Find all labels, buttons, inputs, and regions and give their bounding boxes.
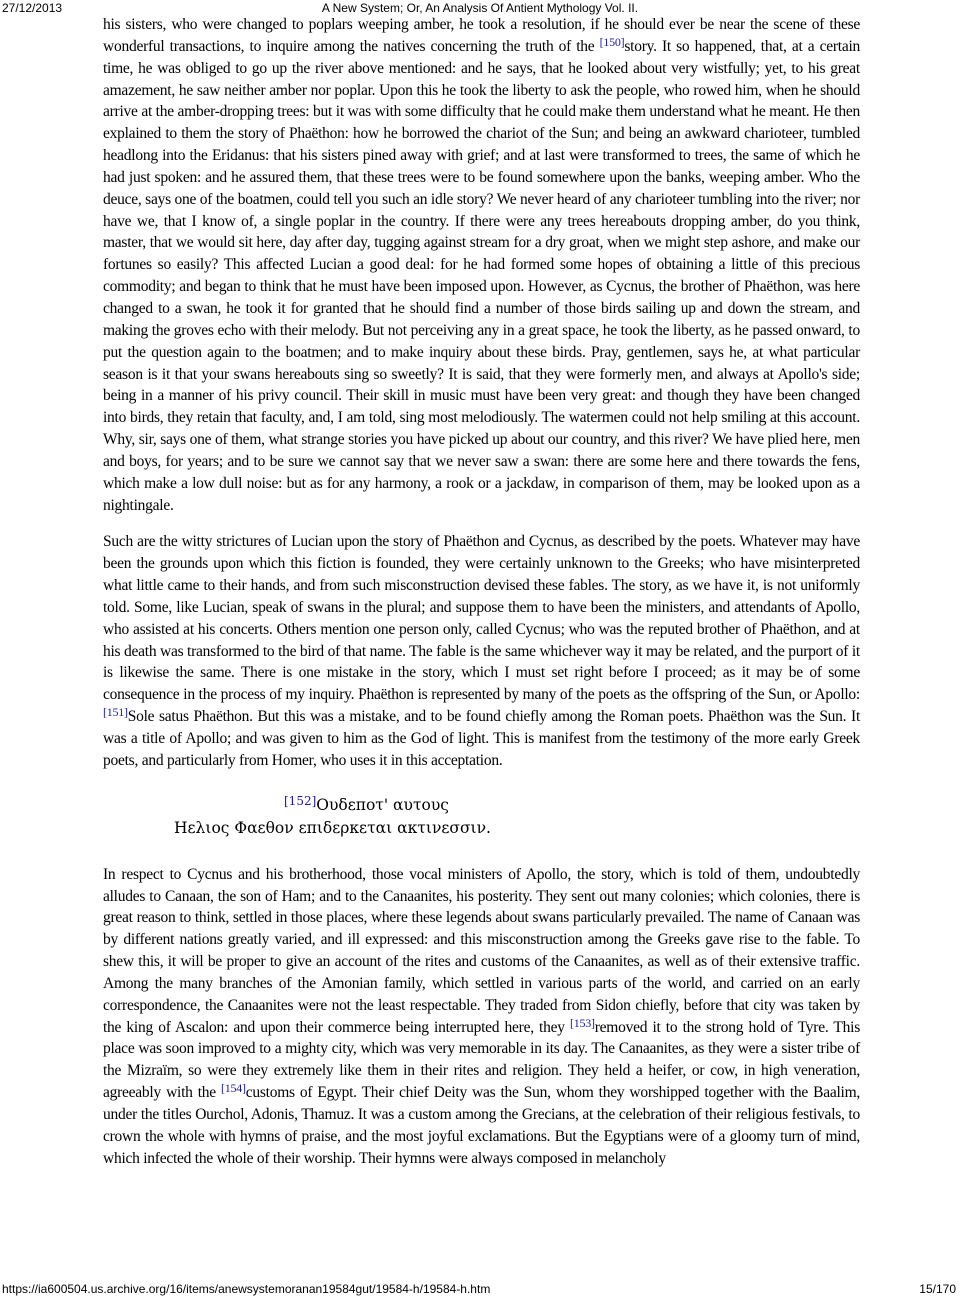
paragraph [103,14,860,516]
paragraph [103,531,860,771]
greek-verse [103,794,860,840]
verse-text: Ηελιος Φαεθον επιδερκεται ακτινεσσιν. [174,818,491,837]
paragraph [103,864,860,1170]
footnote-ref-154[interactable]: [154] [220,1081,246,1096]
header-title: A New System; Or, An Analysis Of Antient Mythology Vol. II. [321,1,639,15]
paragraph-text: customs of Egypt. Their chief Deity was the Sun, whom they worshipped together with the Baalim, under the titles Ourchol, Adonis, Thamuz. It was a custom among the Grecians, at the celebration of their religious festivals, to crown the whole with hymns of praise, and the most joyful exclamations. But the Egyptians were of a gloomy turn of mind, which infected the whole of their worship. Their hymns were always composed in melancholy [103,1084,861,1167]
verse-text: Ουδεποτ' αυτους [316,795,449,814]
paragraph-text: story. It so happened, that, at a certain time, he was obliged to go up the river above mentioned: and he says, that he looked about very wistfully; yet, to his great amazement, he saw neither amber nor poplar. Upon this he took the liberty to ask the people, who rowed him, when he should arrive at the amber-dropping trees: but it was with some difficulty that he could make them understand what he meant. He then explained to them the story of Phaëthon: how he borrowed the chariot of the Sun; and being an awkward charioteer, tumbled headlong into the Eridanus: that his sisters pined away with grief; and at last were transformed to trees, the same of which he had just spoken: and he assured them, that these trees were to be found somewhere upon the banks, weeping amber. Who the deuce, says one of the boatmen, could tell you such an idle story? We never heard of any charioteer tumbling into the river; nor have we, that I know of, a single poplar in the country. If there were any trees hereabouts dropping amber, do you think, master, that we would sit here, day after day, tugging against stream for a dry groat, when we might step ashore, and make our fortunes so easily? This affected Lucian a good deal: for he had formed some hopes of obtaining a little of this precious commodity; and began to think that he must have been imposed upon. However, as Cycnus, the brother of Phaëthon, was here changed to a swan, he took it for granted that he should find a number of those birds sailing up and down the stream, and making the groves echo with their melody. But not perceiving any in a great space, he took the liberty, as he passed onward, to put the question again to the boatmen; and to make inquiry about these birds. Pray, gentlemen, says he, at what particular season is it that your swans hereabouts sing so sweetly? It is said, that they were formerly men, and always at Apollo's side; being in a manner of his privy council. Their skill in music must have been very great: and though they have been changed into birds, they retain that faculty, and, I am told, sing most melodiously. The watermen could not help smiling at this account. Why, sir, says one of them, what strange stories you have picked up about our country, and this river? We have plied here, men and boys, for years; and to be sure we cannot say that we never saw a swan: there are some here and there towards the fens, which make a low dull noise: but as for any harmony, a rook or a jackdaw, in comparison of them, may be looked upon as a nightingale. [103,37,861,514]
footnote-ref-152[interactable]: [152] [284,793,317,808]
paragraph-text: Sole satus Phaëthon. But this was a mistake, and to be found chiefly among the Roman poets. Phaëthon was the Sun. It was a title of Apollo; and was given to him as the God of light. This is manifest from the testimony of the more early Greek poets, and particularly from Homer, who uses it in this acceptation. [103,708,860,769]
paragraph-text: In respect to Cycnus and his brotherhood, those vocal ministers of Apollo, the story, which is told of them, undoubtedly alludes to Canaan, the son of Ham; and to the Canaanites, his posterity. They sent out many colonies; which colonies, there is great reason to think, settled in those places, where these legends about swans particularly prevailed. The name of Canaan was by different nations greatly varied, and ill expressed: and this misconstruction among the Greeks gave rise to the fable. To shew this, it will be proper to give an account of the rites and customs of the Canaanites, as well as of their extensive traffic. Among the many branches of the Amonian family, which settled in various parts of the world, and carried on an early correspondence, the Canaanites were not the least respectable. They traded from Sidon chiefly, before that city was taken by the king of Ascalon: and upon their commerce being interrupted here, they [103,865,860,1036]
page-footer [0,1281,960,1297]
header-date: 27/12/2013 [2,1,63,15]
verse-line [103,794,860,817]
paragraph-text: his sisters, who were changed to poplars weeping amber, he took a resolution, if he should ever be near the scene of these wonderful transactions, to inquire among the natives concerning the truth of the [103,16,860,55]
paragraph-text: removed it to the strong hold of Tyre. This place was soon improved to a mighty city, which was very memorable in its day. The Canaanites, as they were a sister tribe of the Mizraïm, so were they extremely like them in their rites and religion. They held a heifer, or cow, in high veneration, agreeably with the [103,1018,860,1102]
paragraph-text: Such are the witty strictures of Lucian upon the story of Phaëthon and Cycnus, as described by the poets. Whatever may have been the grounds upon which this fiction is founded, they were certainly unknown to the Greeks; who have misinterpreted what little came to their hands, and from such misconstruction devised these fables. The story, as we have it, is not uniformly told. Some, like Lucian, speak of swans in the plural; and suppose them to have been the ministers, and attendants of Apollo, who assisted at his concerts. Others mention one person only, called Cycnus; who was the reputed brother of Phaëthon, and at his death was transformed to the bird of that name. The fable is the same whichever way it may be related, and the purport of it is likewise the same. There is one mistake in the story, which I must set right before I proceed; as it may be of some consequence in the process of my inquiry. Phaëthon is represented by many of the poets as the offspring of the Sun, or Apollo: [103,533,860,704]
footnote-ref-151[interactable]: [151] [103,705,128,720]
document-body [103,14,860,1183]
page-number: 15/170 [919,1282,956,1296]
footer-url: https://ia600504.us.archive.org/16/items/anewsystemoranan19584gut/19584-h/19584-h.htm [2,1282,491,1296]
footnote-ref-153[interactable]: [153] [569,1015,595,1030]
verse-line [103,817,860,840]
footnote-ref-150[interactable]: [150] [599,34,625,49]
